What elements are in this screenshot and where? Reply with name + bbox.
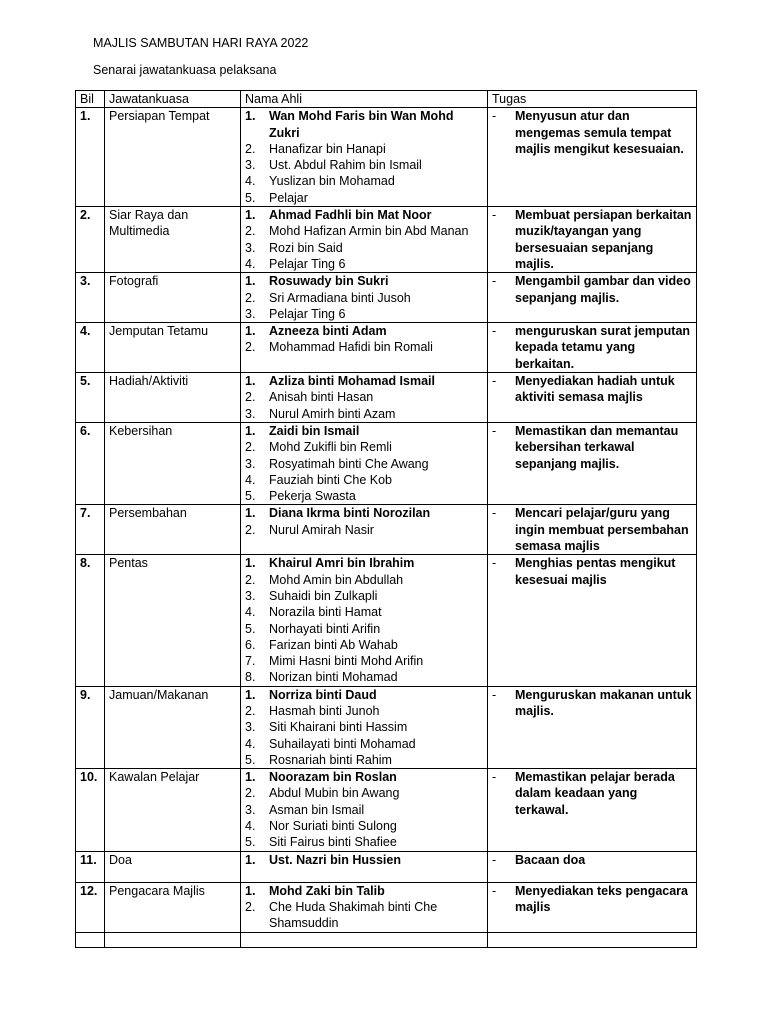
member-number: 1. (245, 374, 256, 389)
list-item (245, 488, 483, 504)
member-list (245, 852, 483, 868)
member-number: 1. (245, 423, 256, 438)
member-list (245, 373, 483, 422)
task-text: Menyediakan hadiah untuk aktiviti semasa majlis (515, 374, 675, 405)
member-name: Suhailayati binti Mohamad (269, 736, 416, 751)
member-name: Noorazam bin Roslan (269, 770, 397, 785)
bullet-dash: - (492, 109, 497, 124)
member-name: Ust. Abdul Rahim bin Ismail (269, 158, 422, 173)
table-row (76, 273, 697, 323)
cell-tugas (488, 422, 697, 504)
task-text: Memastikan dan memantau kebersihan terkawal sepanjang majlis. (515, 423, 679, 471)
member-number: 5. (245, 621, 256, 636)
table-header-row (76, 91, 697, 108)
member-number: 7. (245, 654, 256, 669)
list-item (245, 852, 483, 868)
task-text: Menyusun atur dan mengemas semula tempat majlis mengikut kesesuaian. (515, 109, 684, 156)
list-item (245, 785, 483, 801)
cell-nama-ahli (241, 273, 488, 323)
member-number: 2. (245, 899, 256, 914)
member-name: Siti Khairani binti Hassim (269, 720, 408, 735)
list-item (245, 621, 483, 637)
member-name: Sri Armadiana binti Jusoh (269, 290, 411, 305)
member-number: 3. (245, 306, 256, 321)
member-name: Norriza binti Daud (269, 687, 377, 702)
member-number: 1. (245, 324, 256, 339)
task-text: Bacaan doa (515, 852, 586, 867)
list-item (245, 223, 483, 239)
cell-jawatankuasa: Jamuan/Makanan (105, 686, 241, 768)
member-name: Rozi bin Said (269, 240, 343, 255)
bullet-dash: - (492, 556, 497, 571)
task-text: Membuat persiapan berkaitan muzik/tayangan yang bersesuaian sepanjang majlis. (515, 208, 692, 271)
bullet-dash: - (492, 324, 497, 339)
task-text: Menyediakan teks pengacara majlis (515, 883, 688, 914)
member-name: Mohd Hafizan Armin bin Abd Manan (269, 224, 469, 239)
cell-jawatankuasa: Persembahan (105, 505, 241, 555)
member-name: Pelajar Ting 6 (269, 306, 346, 321)
bullet-dash: - (492, 770, 497, 785)
table-row (76, 422, 697, 504)
table-row (76, 851, 697, 882)
member-name: Hanafizar bin Hanapi (269, 141, 386, 156)
member-number: 3. (245, 456, 256, 471)
member-name: Norazila binti Hamat (269, 605, 382, 620)
cell-jawatankuasa: Hadiah/Aktiviti (105, 373, 241, 423)
empty-cell (76, 932, 105, 947)
cell-bil: 2. (76, 207, 105, 273)
empty-cell (241, 932, 488, 947)
member-name: Nor Suriati binti Sulong (269, 819, 397, 834)
list-item (245, 769, 483, 785)
member-list (245, 323, 483, 356)
cell-nama-ahli (241, 373, 488, 423)
cell-nama-ahli (241, 851, 488, 882)
list-item (245, 423, 483, 439)
member-name: Wan Mohd Faris bin Wan Mohd Zukri (269, 109, 454, 140)
member-number: 1. (245, 556, 256, 571)
committee-table (75, 90, 697, 948)
cell-tugas (488, 505, 697, 555)
member-name: Fauziah binti Che Kob (269, 472, 392, 487)
list-item (245, 522, 483, 538)
member-number: 4. (245, 819, 256, 834)
cell-nama-ahli (241, 505, 488, 555)
member-number: 5. (245, 190, 256, 205)
task-text: menguruskan surat jemputan kepada tetamu yang berkaitan. (515, 324, 691, 371)
list-item (245, 899, 483, 932)
member-list (245, 423, 483, 504)
cell-tugas (488, 686, 697, 768)
cell-jawatankuasa: Doa (105, 851, 241, 882)
cell-tugas (488, 373, 697, 423)
member-name: Rosuwady bin Sukri (269, 274, 389, 289)
member-name: Rosyatimah binti Che Awang (269, 456, 429, 471)
member-number: 5. (245, 835, 256, 850)
member-number: 2. (245, 141, 256, 156)
member-list (245, 207, 483, 272)
member-name: Azneeza binti Adam (269, 324, 387, 339)
member-name: Pekerja Swasta (269, 489, 356, 504)
list-item (245, 736, 483, 752)
header-bil: Bil (76, 91, 105, 108)
member-number: 1. (245, 274, 256, 289)
cell-bil: 10. (76, 769, 105, 851)
member-number: 3. (245, 158, 256, 173)
cell-tugas (488, 769, 697, 851)
list-item (245, 883, 483, 899)
cell-nama-ahli (241, 323, 488, 373)
member-name: Nurul Amirah Nasir (269, 522, 374, 537)
cell-nama-ahli (241, 769, 488, 851)
list-item (245, 190, 483, 206)
table-row (76, 207, 697, 273)
cell-tugas (488, 555, 697, 686)
cell-nama-ahli (241, 207, 488, 273)
empty-cell (488, 932, 697, 947)
task-text: Mengambil gambar dan video sepanjang majlis. (515, 274, 691, 305)
list-item (245, 323, 483, 339)
member-number: 4. (245, 605, 256, 620)
cell-jawatankuasa: Kawalan Pelajar (105, 769, 241, 851)
member-number: 5. (245, 489, 256, 504)
member-name: Azliza binti Mohamad Ismail (269, 374, 435, 389)
member-name: Norhayati binti Arifin (269, 621, 381, 636)
member-number: 1. (245, 506, 256, 521)
list-item (245, 207, 483, 223)
cell-nama-ahli (241, 108, 488, 207)
list-item (245, 752, 483, 768)
bullet-dash: - (492, 374, 497, 389)
list-item (245, 687, 483, 703)
member-number: 3. (245, 720, 256, 735)
member-number: 3. (245, 588, 256, 603)
cell-bil: 1. (76, 108, 105, 207)
cell-bil: 8. (76, 555, 105, 686)
member-number: 2. (245, 390, 256, 405)
member-number: 2. (245, 224, 256, 239)
member-number: 4. (245, 256, 256, 271)
bullet-dash: - (492, 883, 497, 898)
bullet-dash: - (492, 506, 497, 521)
member-list (245, 555, 483, 685)
cell-tugas (488, 207, 697, 273)
list-item (245, 505, 483, 521)
bullet-dash: - (492, 208, 497, 223)
list-item (245, 157, 483, 173)
member-list (245, 687, 483, 768)
cell-bil: 5. (76, 373, 105, 423)
list-item (245, 669, 483, 685)
list-item (245, 290, 483, 306)
cell-jawatankuasa: Fotografi (105, 273, 241, 323)
member-name: Norizan binti Mohamad (269, 670, 398, 685)
member-name: Asman bin Ismail (269, 802, 365, 817)
member-number: 8. (245, 670, 256, 685)
header-nama-ahli: Nama Ahli (241, 91, 488, 108)
member-name: Mohd Zaki bin Talib (269, 883, 385, 898)
member-name: Diana Ikrma binti Norozilan (269, 506, 431, 521)
member-name: Mimi Hasni binti Mohd Arifin (269, 654, 424, 669)
list-item (245, 256, 483, 272)
cell-bil: 4. (76, 323, 105, 373)
member-name: Hasmah binti Junoh (269, 703, 380, 718)
cell-bil: 6. (76, 422, 105, 504)
bullet-dash: - (492, 852, 497, 867)
member-number: 1. (245, 208, 256, 223)
table-row (76, 108, 697, 207)
table-row (76, 555, 697, 686)
cell-jawatankuasa: Kebersihan (105, 422, 241, 504)
list-item (245, 141, 483, 157)
member-name: Ust. Nazri bin Hussien (269, 852, 401, 867)
cell-nama-ahli (241, 882, 488, 932)
member-name: Pelajar Ting 6 (269, 256, 346, 271)
cell-tugas (488, 882, 697, 932)
member-name: Zaidi bin Ismail (269, 423, 360, 438)
member-list (245, 505, 483, 538)
task-text: Menguruskan makanan untuk majlis. (515, 687, 692, 718)
list-item (245, 472, 483, 488)
member-name: Siti Fairus binti Shafiee (269, 835, 397, 850)
list-item (245, 834, 483, 850)
member-name: Mohd Zukifli bin Remli (269, 440, 392, 455)
list-item (245, 306, 483, 322)
member-name: Mohd Amin bin Abdullah (269, 572, 404, 587)
cell-bil: 12. (76, 882, 105, 932)
member-number: 4. (245, 174, 256, 189)
task-text: Mencari pelajar/guru yang ingin membuat persembahan semasa majlis (515, 506, 689, 554)
member-name: Rosnariah binti Rahim (269, 752, 392, 767)
list-item (245, 637, 483, 653)
member-name: Suhaidi bin Zulkapli (269, 588, 378, 603)
list-item (245, 339, 483, 355)
member-name: Khairul Amri bin Ibrahim (269, 556, 415, 571)
member-number: 5. (245, 752, 256, 767)
table-row (76, 323, 697, 373)
table-row (76, 505, 697, 555)
cell-nama-ahli (241, 686, 488, 768)
cell-tugas (488, 273, 697, 323)
list-item (245, 240, 483, 256)
member-number: 1. (245, 109, 256, 124)
list-item (245, 439, 483, 455)
member-list (245, 769, 483, 850)
member-name: Mohammad Hafidi bin Romali (269, 340, 433, 355)
list-item (245, 604, 483, 620)
cell-tugas (488, 851, 697, 882)
document-subtitle: Senarai jawatankuasa pelaksana (93, 63, 277, 77)
member-list (245, 883, 483, 932)
member-list (245, 108, 483, 206)
list-item (245, 818, 483, 834)
member-number: 2. (245, 440, 256, 455)
table-row (76, 373, 697, 423)
list-item (245, 173, 483, 189)
list-item (245, 703, 483, 719)
member-name: Abdul Mubin bin Awang (269, 786, 400, 801)
table-row (76, 769, 697, 851)
list-item (245, 802, 483, 818)
member-number: 1. (245, 852, 256, 867)
member-number: 2. (245, 290, 256, 305)
member-number: 2. (245, 703, 256, 718)
empty-cell (105, 932, 241, 947)
cell-jawatankuasa: Siar Raya dan Multimedia (105, 207, 241, 273)
table-row (76, 882, 697, 932)
list-item (245, 389, 483, 405)
member-number: 4. (245, 736, 256, 751)
bullet-dash: - (492, 274, 497, 289)
cell-nama-ahli (241, 422, 488, 504)
header-jawatankuasa: Jawatankuasa (105, 91, 241, 108)
cell-tugas (488, 323, 697, 373)
cell-bil: 7. (76, 505, 105, 555)
cell-bil: 9. (76, 686, 105, 768)
cell-jawatankuasa: Pentas (105, 555, 241, 686)
list-item (245, 406, 483, 422)
task-text: Menghias pentas mengikut kesesuai majlis (515, 556, 676, 587)
document-title: MAJLIS SAMBUTAN HARI RAYA 2022 (93, 36, 309, 50)
member-name: Che Huda Shakimah binti Che Shamsuddin (269, 899, 438, 931)
member-name: Pelajar (269, 190, 308, 205)
list-item (245, 273, 483, 289)
member-number: 1. (245, 770, 256, 785)
member-list (245, 273, 483, 322)
empty-row (76, 932, 697, 947)
member-number: 2. (245, 340, 256, 355)
cell-jawatankuasa: Persiapan Tempat (105, 108, 241, 207)
cell-jawatankuasa: Pengacara Majlis (105, 882, 241, 932)
member-name: Yuslizan bin Mohamad (269, 174, 395, 189)
list-item (245, 108, 483, 141)
header-tugas: Tugas (488, 91, 697, 108)
cell-tugas (488, 108, 697, 207)
list-item (245, 373, 483, 389)
cell-nama-ahli (241, 555, 488, 686)
bullet-dash: - (492, 687, 497, 702)
list-item (245, 572, 483, 588)
list-item (245, 555, 483, 571)
list-item (245, 456, 483, 472)
member-number: 1. (245, 687, 256, 702)
cell-bil: 11. (76, 851, 105, 882)
member-number: 2. (245, 522, 256, 537)
cell-bil: 3. (76, 273, 105, 323)
table-row (76, 686, 697, 768)
member-number: 1. (245, 883, 256, 898)
member-number: 3. (245, 406, 256, 421)
list-item (245, 719, 483, 735)
bullet-dash: - (492, 423, 497, 438)
member-number: 3. (245, 240, 256, 255)
member-number: 2. (245, 572, 256, 587)
member-number: 2. (245, 786, 256, 801)
member-name: Nurul Amirh binti Azam (269, 406, 396, 421)
member-name: Anisah binti Hasan (269, 390, 374, 405)
list-item (245, 653, 483, 669)
member-name: Ahmad Fadhli bin Mat Noor (269, 208, 432, 223)
cell-jawatankuasa: Jemputan Tetamu (105, 323, 241, 373)
member-name: Farizan binti Ab Wahab (269, 637, 398, 652)
member-number: 4. (245, 472, 256, 487)
task-text: Memastikan pelajar berada dalam keadaan yang terkawal. (515, 770, 675, 817)
list-item (245, 588, 483, 604)
member-number: 6. (245, 637, 256, 652)
member-number: 3. (245, 802, 256, 817)
